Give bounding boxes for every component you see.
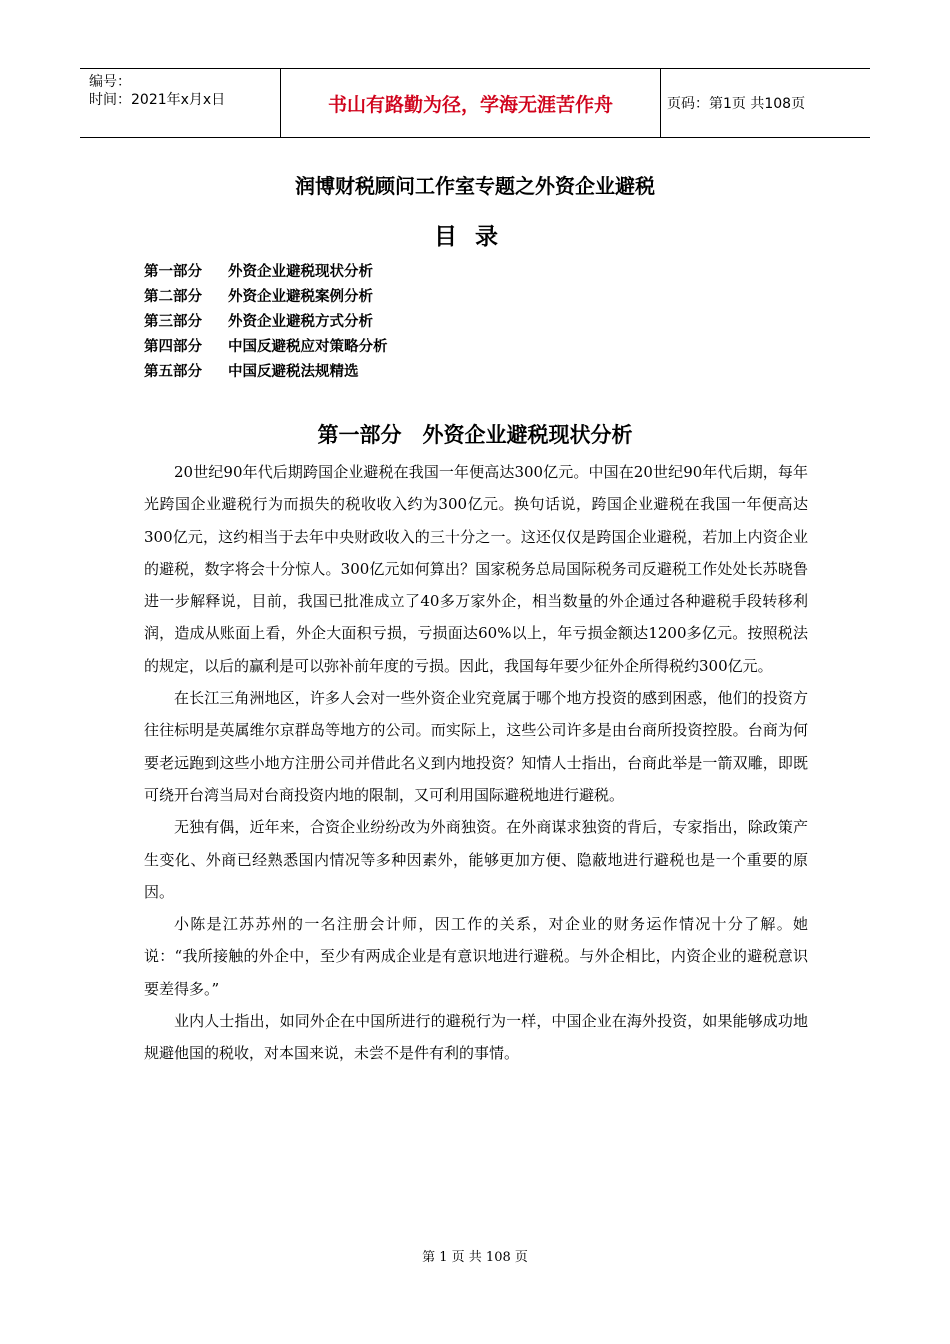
toc-item [144,335,388,360]
toc-item [144,285,388,310]
table-of-contents [144,260,388,385]
toc-heading: 目录 [434,224,516,250]
toc-part: 第五部分 [144,364,202,380]
toc-part: 第一部分 [144,264,202,280]
toc-label: 外资企业避税方式分析 [228,314,373,330]
paragraph: 在长江三角洲地区，许多人会对一些外资企业究竟属于哪个地方投资的感到困惑，他们的投资方往往标明是英属维尔京群岛等地方的公司。而实际上，这些公司许多是由台商所投资控股。台商为何要老远跑到这些小地方注册公司并借此名义到内地投资？知情人士指出，台商此举是一箭双雕，即既可绕开台湾当局对台商投资内地的限制，又可利用国际避税地进行避税。 [144,689,808,804]
number-label: 编号： [89,74,131,90]
toc-label: 中国反避税应对策略分析 [228,339,388,355]
paragraph: 业内人士指出，如同外企在中国所进行的避税行为一样，中国企业在海外投资，如果能够成功地规避他国的税收，对本国来说，未尝不是件有利的事情。 [144,1012,808,1063]
paragraph: 无独有偶，近年来，合资企业纷纷改为外商独资。在外商谋求独资的背后，专家指出，除政策产生变化、外商已经熟悉国内情况等多种因素外，能够更加方便、隐蔽地进行避税也是一个重要的原因。 [144,818,808,901]
header-meta [80,69,281,137]
toc-label: 中国反避税法规精选 [228,364,359,380]
section-title: 第一部分 外资企业避税现状分析 [317,423,633,447]
toc-label: 外资企业避税案例分析 [228,289,373,305]
section-body [144,456,808,1070]
toc-part: 第四部分 [144,339,202,355]
toc-item [144,310,388,335]
time-label: 时间：2021年x月x日 [89,92,226,108]
header-page-info: 页码：第1页 共108页 [667,96,806,112]
paragraph: 20世纪90年代后期跨国企业避税在我国一年便高达300亿元。中国在20世纪90年代后期，每年光跨国企业避税行为而损失的税收收入约为300亿元。换句话说，跨国企业避税在我国一年便高达300亿元，这约相当于去年中央财政收入的三十分之一。这还仅仅是跨国企业避税，若加上内资企业的避税，数字将会十分惊人。300亿元如何算出？国家税务总局国际税务司反避税工作处处长苏晓鲁进一步解释说，目前，我国已批准成立了40多万家外企，相当数量的外企通过各种避税手段转移利润，造成从账面上看，外企大面积亏损，亏损面达60%以上，年亏损金额达1200多亿元。按照税法的规定，以后的赢利是可以弥补前年度的亏损。因此，我国每年要少征外企所得税约300亿元。 [144,463,808,675]
toc-label: 外资企业避税现状分析 [228,264,373,280]
paragraph: 小陈是江苏苏州的一名注册会计师，因工作的关系，对企业的财务运作情况十分了解。她说：“我所接触的外企中，至少有两成企业是有意识地进行避税。与外企相比，内资企业的避税意识要差得多。” [144,915,808,998]
document-title: 润博财税顾问工作室专题之外资企业避税 [295,174,655,198]
toc-part: 第二部分 [144,289,202,305]
page-footer: 第 1 页 共 108 页 [422,1250,528,1265]
header-motto: 书山有路勤为径，学海无涯苦作舟 [281,69,661,137]
toc-part: 第三部分 [144,314,202,330]
page-header [80,68,870,138]
toc-item [144,260,388,285]
toc-item [144,360,388,385]
